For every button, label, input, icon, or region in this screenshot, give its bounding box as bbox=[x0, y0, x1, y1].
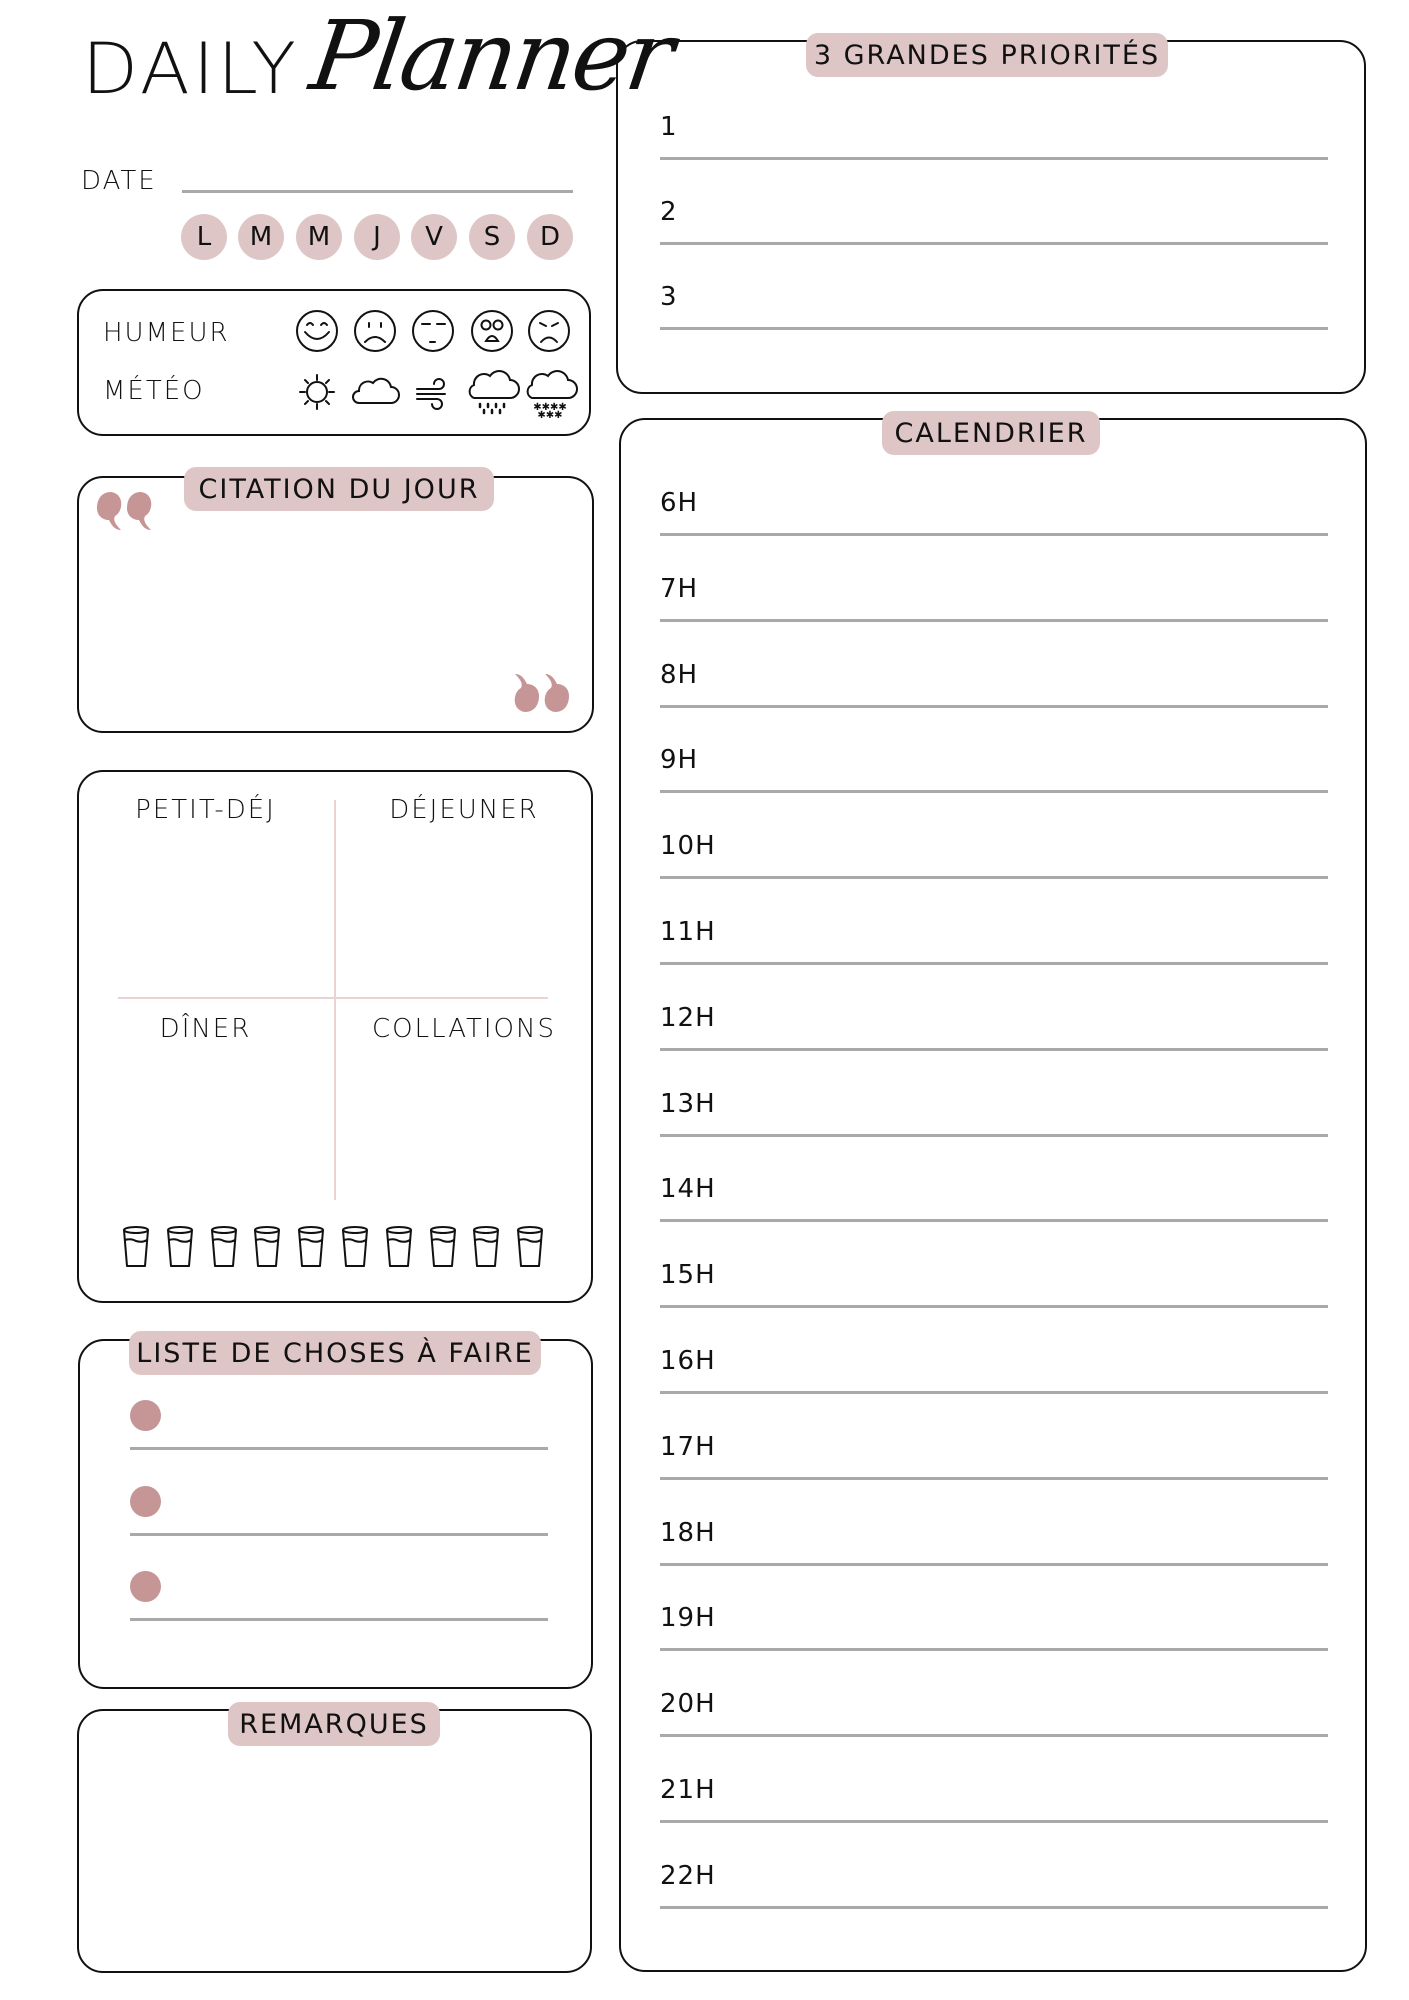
todo-bullet[interactable] bbox=[130, 1400, 161, 1431]
meals-vertical-divider bbox=[334, 800, 336, 1200]
meal-breakfast-label: PETIT-DÉJ bbox=[135, 795, 276, 825]
weekday-circle[interactable]: V bbox=[411, 214, 457, 260]
quote-title: CITATION DU JOUR bbox=[184, 467, 494, 511]
calendar-hour-row[interactable] bbox=[660, 622, 1328, 708]
priority-item[interactable] bbox=[660, 244, 1328, 330]
todo-box bbox=[78, 1339, 593, 1689]
water-glass-icon[interactable] bbox=[429, 1226, 459, 1270]
weekday-circle[interactable]: M bbox=[296, 214, 342, 260]
water-glass-icon[interactable] bbox=[122, 1226, 152, 1270]
priority-number: 3 bbox=[660, 282, 678, 312]
calendar-hour-row[interactable] bbox=[660, 707, 1328, 793]
svg-text:✱✱✱✱: ✱✱✱✱ bbox=[533, 402, 567, 413]
hour-label: 20H bbox=[660, 1689, 716, 1720]
hour-label: 10H bbox=[660, 831, 716, 862]
surprised-face-icon[interactable] bbox=[472, 311, 512, 351]
todo-bullet[interactable] bbox=[130, 1486, 161, 1517]
hour-label: 17H bbox=[660, 1431, 716, 1462]
calendar-hour-row[interactable] bbox=[660, 1222, 1328, 1308]
weekday-circle[interactable]: J bbox=[354, 214, 400, 260]
water-glass-icon[interactable] bbox=[253, 1226, 283, 1270]
date-label: DATE bbox=[81, 166, 157, 196]
hour-line bbox=[660, 1906, 1328, 1909]
hour-label: 6H bbox=[660, 488, 699, 518]
hour-label: 9H bbox=[660, 745, 699, 776]
water-glass-icon[interactable] bbox=[472, 1226, 502, 1270]
calendar-title: CALENDRIER bbox=[882, 411, 1100, 455]
calendar-hour-row[interactable] bbox=[660, 879, 1328, 965]
calendar-hour-row[interactable] bbox=[660, 536, 1328, 622]
angry-face-icon[interactable] bbox=[529, 311, 569, 351]
water-glass-icon[interactable] bbox=[341, 1226, 371, 1270]
todo-title: LISTE DE CHOSES À FAIRE bbox=[129, 1331, 541, 1375]
calendar-hour-row[interactable] bbox=[660, 793, 1328, 879]
hour-label: 16H bbox=[660, 1346, 716, 1376]
happy-face-icon[interactable] bbox=[297, 311, 337, 351]
remarks-title: REMARQUES bbox=[228, 1702, 440, 1746]
meteo-label: MÉTÉO bbox=[103, 376, 205, 406]
cloud-icon[interactable] bbox=[353, 379, 399, 403]
hour-label: 15H bbox=[660, 1260, 716, 1291]
calendar-hour-row[interactable] bbox=[660, 1565, 1328, 1651]
rain-cloud-icon[interactable] bbox=[470, 371, 519, 413]
priority-line bbox=[660, 327, 1328, 330]
title-daily: DAILY bbox=[82, 28, 300, 110]
calendar-hour-row[interactable] bbox=[660, 1480, 1328, 1566]
humeur-label: HUMEUR bbox=[103, 318, 230, 348]
todo-line[interactable] bbox=[130, 1447, 548, 1450]
meal-dinner-label: DÎNER bbox=[159, 1014, 252, 1044]
priorities-title: 3 GRANDES PRIORITÉS bbox=[806, 33, 1168, 77]
meal-snacks-label: COLLATIONS bbox=[372, 1014, 556, 1044]
hour-label: 8H bbox=[660, 659, 699, 690]
priority-item[interactable] bbox=[660, 74, 1328, 160]
remarks-box[interactable] bbox=[77, 1709, 592, 1973]
calendar-hour-row[interactable] bbox=[660, 1136, 1328, 1222]
meal-lunch-label: DÉJEUNER bbox=[389, 795, 539, 825]
meals-horizontal-divider bbox=[118, 997, 548, 999]
calendar-hour-row[interactable] bbox=[660, 965, 1328, 1051]
todo-line[interactable] bbox=[130, 1533, 548, 1536]
sad-face-icon[interactable] bbox=[355, 311, 395, 351]
hour-label: 11H bbox=[660, 917, 716, 947]
snow-cloud-icon[interactable] bbox=[528, 371, 577, 421]
close-quote-icon bbox=[511, 670, 581, 720]
hour-label: 19H bbox=[660, 1603, 716, 1634]
hour-label: 21H bbox=[660, 1775, 716, 1805]
water-glass-icon[interactable] bbox=[297, 1226, 327, 1270]
hour-label: 13H bbox=[660, 1088, 716, 1119]
hour-label: 14H bbox=[660, 1174, 716, 1205]
water-glass-icon[interactable] bbox=[385, 1226, 415, 1270]
weekday-circle[interactable]: D bbox=[527, 214, 573, 260]
calendar-hour-row[interactable] bbox=[660, 450, 1328, 536]
calendar-hour-row[interactable] bbox=[660, 1651, 1328, 1737]
wind-icon[interactable] bbox=[417, 379, 445, 409]
calendar-hour-row[interactable] bbox=[660, 1308, 1328, 1394]
open-quote-icon bbox=[95, 490, 165, 540]
priority-number: 1 bbox=[660, 112, 678, 142]
hour-label: 12H bbox=[660, 1002, 716, 1033]
hour-label: 18H bbox=[660, 1517, 716, 1548]
priority-number: 2 bbox=[660, 197, 678, 227]
calendar-hour-row[interactable] bbox=[660, 1394, 1328, 1480]
weekday-circle[interactable]: M bbox=[238, 214, 284, 260]
sun-icon[interactable] bbox=[300, 375, 334, 409]
water-glass-icon[interactable] bbox=[516, 1226, 546, 1270]
calendar-hour-row[interactable] bbox=[660, 1051, 1328, 1137]
calendar-hour-row[interactable] bbox=[660, 1823, 1328, 1909]
water-glass-icon[interactable] bbox=[210, 1226, 240, 1270]
hour-label: 22H bbox=[660, 1860, 716, 1891]
weekday-circle[interactable]: L bbox=[181, 214, 227, 260]
water-glass-icon[interactable] bbox=[166, 1226, 196, 1270]
calendar-hour-row[interactable] bbox=[660, 1737, 1328, 1823]
hour-label: 7H bbox=[660, 573, 699, 604]
neutral-face-icon[interactable] bbox=[413, 311, 453, 351]
svg-text:✱✱✱: ✱✱✱ bbox=[537, 410, 563, 421]
todo-bullet[interactable] bbox=[130, 1571, 161, 1602]
todo-line[interactable] bbox=[130, 1618, 548, 1621]
title-planner: Planner bbox=[304, 0, 678, 112]
weekday-circle[interactable]: S bbox=[469, 214, 515, 260]
priority-item[interactable] bbox=[660, 159, 1328, 245]
